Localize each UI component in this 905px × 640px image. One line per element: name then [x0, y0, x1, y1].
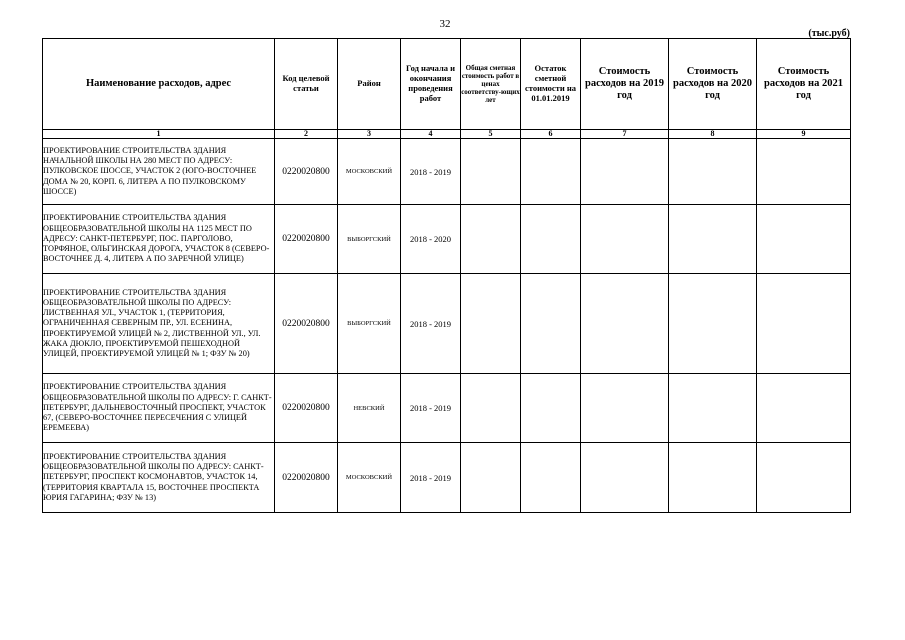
row-cost-2019: [581, 205, 669, 274]
row-cost-2021: [757, 374, 851, 443]
header-code: Код целевой статьи: [275, 39, 338, 130]
column-number: 3: [338, 130, 401, 139]
header-row: [43, 39, 851, 130]
page-number: 32: [439, 18, 451, 30]
row-cost-2021: [757, 139, 851, 205]
row-cost-2020: [669, 274, 757, 374]
row-cost-2020: [669, 139, 757, 205]
header-remaining-cost: Остаток сметной стоимости на 01.01.2019: [521, 39, 581, 130]
header-cost-2021: Стоимость расходов на 2021 год: [757, 39, 851, 130]
row-district: МОСКОВСКИЙ: [338, 139, 401, 205]
row-name: ПРОЕКТИРОВАНИЕ СТРОИТЕЛЬСТВА ЗДАНИЯ ОБЩЕОБРАЗОВАТЕЛЬНОЙ ШКОЛЫ НА 1125 МЕСТ ПО АДРЕСУ: САНКТ-ПЕТЕРБУРГ, ПОС. ПАРГОЛОВО, ТОРФЯНОЕ, ОЛЬГИНСКАЯ ДОРОГА, УЧАСТОК 8 (СЕВЕРО-ВОСТОЧНЕЕ Д. 4, ЛИТЕРА А ПО ЗАРЕЧНОЙ УЛИЦЕ): [43, 205, 275, 274]
row-cost-2019: [581, 443, 669, 513]
row-code: 0220020800: [275, 443, 338, 513]
row-period: 2018 - 2019: [401, 374, 461, 443]
row-cost-2021: [757, 443, 851, 513]
row-period: 2018 - 2019: [401, 443, 461, 513]
row-cost-2020: [669, 374, 757, 443]
header-cost-2020: Стоимость расходов на 2020 год: [669, 39, 757, 130]
row-period: 2018 - 2019: [401, 139, 461, 205]
row-remaining-cost: [521, 139, 581, 205]
row-cost-2019: [581, 374, 669, 443]
row-code: 0220020800: [275, 205, 338, 274]
row-name: ПРОЕКТИРОВАНИЕ СТРОИТЕЛЬСТВА ЗДАНИЯ ОБЩЕОБРАЗОВАТЕЛЬНОЙ ШКОЛЫ ПО АДРЕСУ: ЛИСТВЕННАЯ УЛ., УЧАСТОК 1, (ТЕРРИТОРИЯ, ОГРАНИЧЕННАЯ СЕВЕРНЫМ ПР., УЛ. ЕСЕНИНА, ПРОЕКТИРУЕМОЙ УЛИЦЕЙ № 2, ЛИСТВЕННОЙ УЛ., УЛ. ЖАКА ДЮКЛО, ПРОЕКТИРУЕМОЙ ПЕШЕХОДНОЙ УЛИЦЕЙ, ПРОЕКТИРУЕМОЙ УЛИЦЕЙ № 1; ФЗУ № 20): [43, 274, 275, 374]
table-row: [43, 139, 851, 205]
row-district: ВЫБОРГСКИЙ: [338, 205, 401, 274]
row-name: ПРОЕКТИРОВАНИЕ СТРОИТЕЛЬСТВА ЗДАНИЯ НАЧАЛЬНОЙ ШКОЛЫ НА 280 МЕСТ ПО АДРЕСУ: ПУЛКОВСКОЕ ШОССЕ, УЧАСТОК 2 (ЮГО-ВОСТОЧНЕЕ ДОМА № 20, КОРП. 6, ЛИТЕРА А ПО ПУЛКОВСКОМУ ШОССЕ): [43, 139, 275, 205]
row-code: 0220020800: [275, 374, 338, 443]
column-number: 1: [43, 130, 275, 139]
row-period: 2018 - 2019: [401, 274, 461, 374]
column-number: 4: [401, 130, 461, 139]
row-name: ПРОЕКТИРОВАНИЕ СТРОИТЕЛЬСТВА ЗДАНИЯ ОБЩЕОБРАЗОВАТЕЛЬНОЙ ШКОЛЫ ПО АДРЕСУ: Г. САНКТ-ПЕТЕРБУРГ, ДАЛЬНЕВОСТОЧНЫЙ ПРОСПЕКТ, УЧАСТОК 67, (СЕВЕРО-ВОСТОЧНЕЕ ПЕРЕСЕЧЕНИЯ С УЛИЦЕЙ ЕРЕМЕЕВА): [43, 374, 275, 443]
row-code: 0220020800: [275, 274, 338, 374]
header-name: Наименование расходов, адрес: [43, 39, 275, 130]
table-row: [43, 205, 851, 274]
row-remaining-cost: [521, 274, 581, 374]
row-name: ПРОЕКТИРОВАНИЕ СТРОИТЕЛЬСТВА ЗДАНИЯ ОБЩЕОБРАЗОВАТЕЛЬНОЙ ШКОЛЫ ПО АДРЕСУ: САНКТ-ПЕТЕРБУРГ, ПРОСПЕКТ КОСМОНАВТОВ, УЧАСТОК 14, (ТЕРРИТОРИЯ КВАРТАЛА 15, ВОСТОЧНЕЕ ПРОСПЕКТА ЮРИЯ ГАГАРИНА; ФЗУ № 13): [43, 443, 275, 513]
row-cost-2021: [757, 205, 851, 274]
row-remaining-cost: [521, 374, 581, 443]
header-district: Район: [338, 39, 401, 130]
column-number: 9: [757, 130, 851, 139]
row-remaining-cost: [521, 205, 581, 274]
row-district: НЕВСКИЙ: [338, 374, 401, 443]
row-cost-2021: [757, 274, 851, 374]
column-number: 7: [581, 130, 669, 139]
row-total-cost: [461, 205, 521, 274]
column-number: 2: [275, 130, 338, 139]
row-period: 2018 - 2020: [401, 205, 461, 274]
column-number: 6: [521, 130, 581, 139]
table-row: [43, 443, 851, 513]
column-number-row: [43, 130, 851, 139]
row-district: МОСКОВСКИЙ: [338, 443, 401, 513]
row-district: ВЫБОРГСКИЙ: [338, 274, 401, 374]
units-label: (тыс.руб): [808, 28, 850, 39]
table-row: [43, 274, 851, 374]
header-period: Год начала и окончания проведения работ: [401, 39, 461, 130]
row-cost-2020: [669, 205, 757, 274]
column-number: 8: [669, 130, 757, 139]
header-total-cost: Общая сметная стоимость работ в ценах соответству-ющих лет: [461, 39, 521, 130]
row-code: 0220020800: [275, 139, 338, 205]
row-total-cost: [461, 274, 521, 374]
row-remaining-cost: [521, 443, 581, 513]
column-number: 5: [461, 130, 521, 139]
expenses-table: [42, 38, 851, 513]
row-cost-2019: [581, 274, 669, 374]
row-cost-2019: [581, 139, 669, 205]
row-total-cost: [461, 374, 521, 443]
header-cost-2019: Стоимость расходов на 2019 год: [581, 39, 669, 130]
row-total-cost: [461, 443, 521, 513]
row-cost-2020: [669, 443, 757, 513]
row-total-cost: [461, 139, 521, 205]
table-row: [43, 374, 851, 443]
